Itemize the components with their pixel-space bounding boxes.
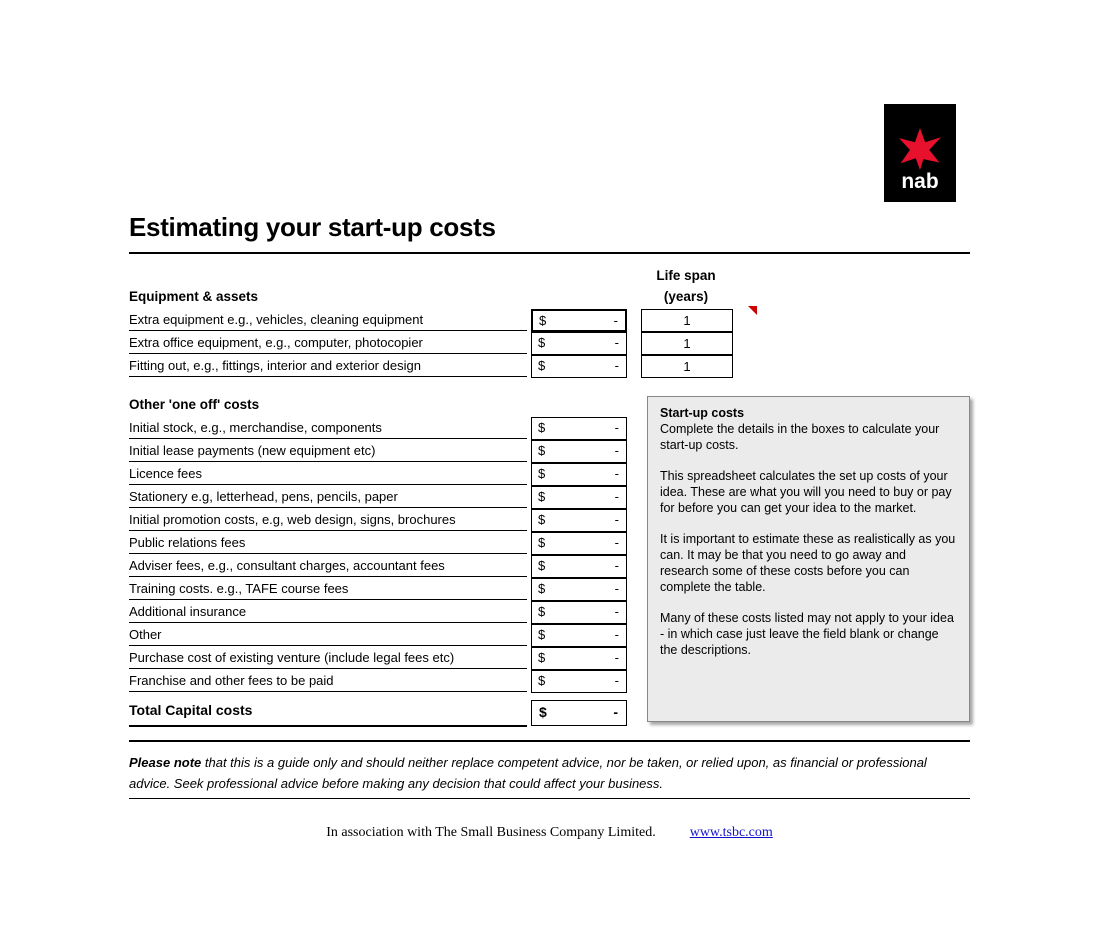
table-row [129,332,627,355]
currency-symbol: $ [538,558,546,573]
amount-input[interactable] [531,417,627,440]
title-divider [129,252,970,254]
amount-input[interactable] [531,578,627,601]
currency-symbol: $ [538,335,546,350]
row-label: Other [129,624,527,646]
amount-value: - [614,512,619,527]
lifespan-header-line2: (years) [663,289,709,304]
footer-association [129,825,970,841]
logo-text: nab [901,170,939,193]
info-panel-title: Start-up costs [660,406,745,420]
info-panel [647,396,970,722]
note-divider-bottom [129,798,970,799]
lifespan-input[interactable]: 1 [641,332,733,355]
lifespan-header-line1: Life span [656,268,716,283]
table-row [129,601,627,624]
currency-symbol: $ [538,443,546,458]
association-text: In association with The Small Business Company Limited. [326,825,656,840]
amount-input[interactable] [531,309,627,332]
amount-input[interactable] [531,647,627,670]
total-divider [129,725,527,727]
tsbc-link[interactable]: www.tsbc.com [689,825,773,840]
currency-symbol: $ [538,512,546,527]
disclaimer-body: that this is a guide only and should neither replace competent advice, nor be taken, or relied upon, as financial or professional advice. Seek professional advice before making any decision that could affect your business. [129,755,927,791]
currency-symbol: $ [538,650,546,665]
amount-input[interactable] [531,509,627,532]
currency-symbol: $ [539,313,547,328]
amount-value: - [614,650,619,665]
amount-value: - [614,581,619,596]
amount-input[interactable] [531,532,627,555]
amount-input[interactable] [531,555,627,578]
amount-value: - [614,627,619,642]
info-panel-paragraph: Many of these costs listed may not apply to your idea - in which case just leave the field blank or change the descriptions. [660,611,954,657]
table-row [129,555,627,578]
table-row [129,578,627,601]
comment-marker-icon [748,306,757,315]
currency-symbol: $ [538,466,546,481]
row-label: Adviser fees, e.g., consultant charges, accountant fees [129,555,527,577]
amount-value: - [614,535,619,550]
section-heading-equipment: Equipment & assets [129,289,259,304]
row-label: Initial lease payments (new equipment etc) [129,440,527,462]
row-label: Licence fees [129,463,527,485]
row-label: Training costs. e.g., TAFE course fees [129,578,527,600]
note-divider-top [129,740,970,742]
table-row [129,440,627,463]
row-label: Extra equipment e.g., vehicles, cleaning equipment [129,309,527,331]
page-title: Estimating your start-up costs [129,212,496,242]
currency-symbol: $ [538,420,546,435]
currency-symbol: $ [539,704,547,720]
amount-input[interactable] [531,624,627,647]
amount-input[interactable] [531,440,627,463]
row-label: Fitting out, e.g., fittings, interior and exterior design [129,355,527,377]
info-panel-paragraph: This spreadsheet calculates the set up costs of your idea. These are what you will you need to buy or pay for before you can get your idea to the market. [660,469,952,515]
disclaimer-note [129,752,970,794]
amount-input[interactable] [531,463,627,486]
lifespan-input[interactable]: 1 [641,309,733,332]
total-label: Total Capital costs [129,702,253,718]
table-row [129,509,627,532]
table-row [129,486,627,509]
table-row [129,309,627,332]
amount-value: - [613,313,618,328]
row-label: Purchase cost of existing venture (include legal fees etc) [129,647,527,669]
amount-input[interactable] [531,486,627,509]
currency-symbol: $ [538,358,546,373]
info-panel-paragraph: Complete the details in the boxes to calculate your start-up costs. [660,422,940,452]
row-label: Public relations fees [129,532,527,554]
amount-value: - [614,335,619,350]
table-row [129,647,627,670]
nab-logo [884,104,956,202]
amount-value: - [614,358,619,373]
total-amount-value: - [613,704,618,720]
amount-value: - [614,489,619,504]
table-row [129,355,627,378]
total-amount-cell[interactable] [531,700,627,726]
currency-symbol: $ [538,535,546,550]
row-label: Initial stock, e.g., merchandise, components [129,417,527,439]
row-label: Franchise and other fees to be paid [129,670,527,692]
row-label: Additional insurance [129,601,527,623]
row-label: Stationery e.g, letterhead, pens, pencils, paper [129,486,527,508]
star-icon [899,128,941,170]
table-row [129,670,627,693]
amount-value: - [614,466,619,481]
amount-value: - [614,443,619,458]
currency-symbol: $ [538,581,546,596]
amount-input[interactable] [531,670,627,693]
amount-input[interactable] [531,601,627,624]
table-row [129,624,627,647]
currency-symbol: $ [538,627,546,642]
row-label: Extra office equipment, e.g., computer, photocopier [129,332,527,354]
lifespan-column-header [641,265,731,307]
table-row [129,532,627,555]
section-heading-other-one-off-costs: Other 'one off' costs [129,397,260,412]
row-label: Initial promotion costs, e.g, web design, signs, brochures [129,509,527,531]
currency-symbol: $ [538,673,546,688]
info-panel-paragraph: It is important to estimate these as realistically as you can. It may be that you need to go away and research some of these costs before you can complete the table. [660,532,956,594]
amount-value: - [614,420,619,435]
amount-value: - [614,558,619,573]
table-row [129,417,627,440]
amount-value: - [614,673,619,688]
disclaimer-lead: Please note [129,755,202,770]
amount-value: - [614,604,619,619]
amount-input[interactable] [531,332,627,355]
table-row [129,463,627,486]
currency-symbol: $ [538,604,546,619]
amount-input[interactable] [531,355,627,378]
currency-symbol: $ [538,489,546,504]
lifespan-input[interactable]: 1 [641,355,733,378]
